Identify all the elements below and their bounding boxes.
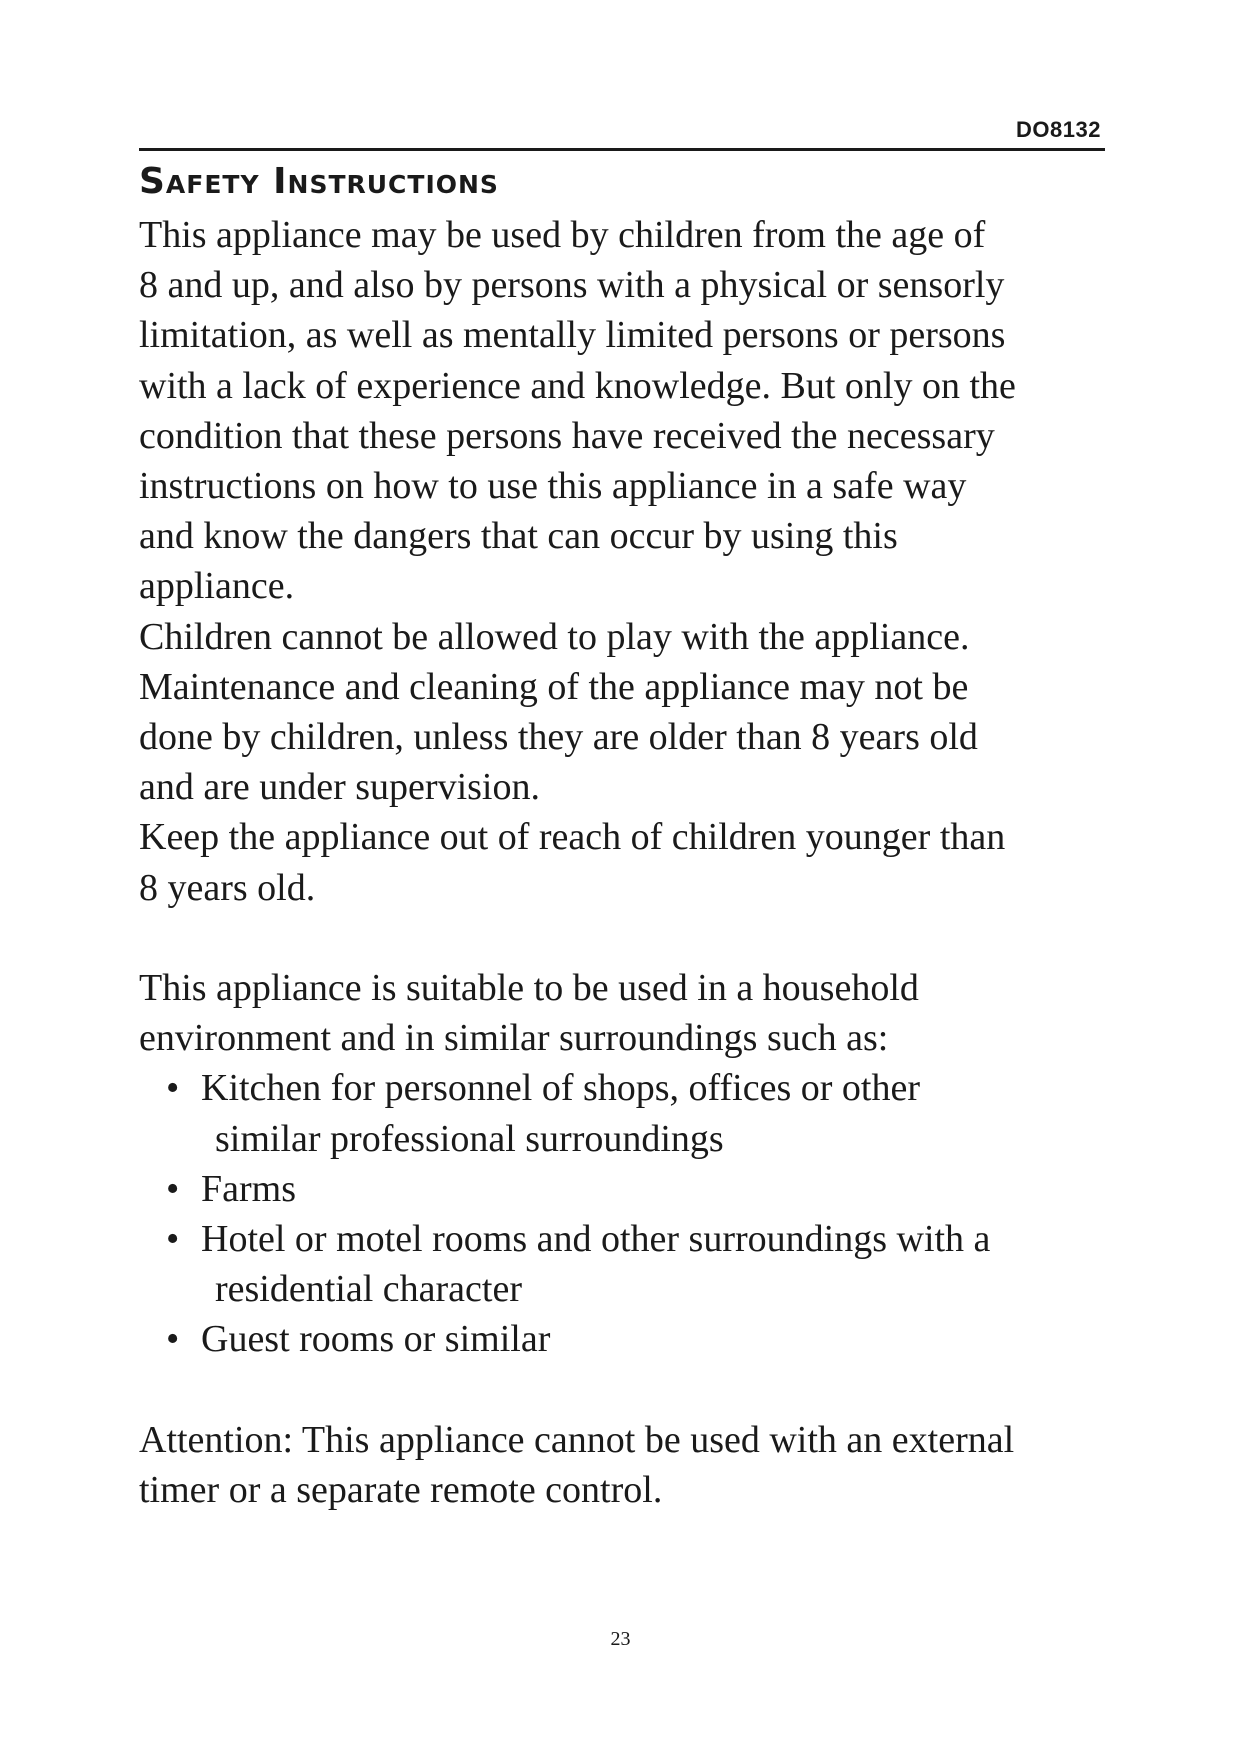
bullet-icon: • xyxy=(166,1067,180,1110)
list-item-text: Farms xyxy=(201,1167,296,1210)
text-line: done by children, unless they are older than 8 years old xyxy=(139,716,978,759)
list-item-text: Hotel or motel rooms and other surroundings with a xyxy=(201,1218,991,1261)
list-item-text: Guest rooms or similar xyxy=(201,1318,551,1361)
text-line: 8 years old. xyxy=(139,866,316,909)
paragraph-gap xyxy=(139,1365,1119,1415)
text-line: environment and in similar surroundings such as: xyxy=(139,1017,889,1060)
paragraph-keep-out-of-reach xyxy=(139,812,1119,912)
list-item xyxy=(139,1314,1119,1364)
list-item xyxy=(139,1214,1119,1314)
list-item-continuation: similar professional surroundings xyxy=(215,1117,724,1160)
text-line: and know the dangers that can occur by using this xyxy=(139,515,898,558)
text-line: This appliance may be used by children from the age of xyxy=(139,214,986,256)
list-item xyxy=(139,1063,1119,1163)
list-item-text: Kitchen for personnel of shops, offices or other xyxy=(201,1067,920,1110)
paragraph-maintenance xyxy=(139,662,1119,813)
text-line: Maintenance and cleaning of the appliance may not be xyxy=(139,665,969,708)
text-line: 8 and up, and also by persons with a physical or sensorly xyxy=(139,264,1005,307)
list-item-continuation: residential character xyxy=(215,1268,522,1311)
paragraph-attention xyxy=(139,1415,1119,1515)
model-code: DO8132 xyxy=(1016,117,1101,142)
bullet-list xyxy=(139,1063,1119,1364)
text-line: instructions on how to use this appliance in a safe way xyxy=(139,465,967,508)
paragraph-gap xyxy=(139,913,1119,963)
list-item xyxy=(139,1164,1119,1214)
text-line: appliance. xyxy=(139,565,295,608)
text-line: This appliance is suitable to be used in a household xyxy=(139,967,919,1010)
page-title: Safety Instructions xyxy=(139,161,499,202)
text-line: condition that these persons have received the necessary xyxy=(139,414,995,457)
text-line: and are under supervision. xyxy=(139,766,540,809)
bullet-icon: • xyxy=(166,1167,180,1210)
page-number: 23 xyxy=(610,1628,631,1650)
text-line: with a lack of experience and knowledge. But only on the xyxy=(139,364,1016,407)
text-line: Attention: This appliance cannot be used with an external xyxy=(139,1418,1015,1461)
paragraph-no-play xyxy=(139,612,1119,662)
header-rule xyxy=(139,148,1105,151)
paragraph-household-use xyxy=(139,963,1119,1063)
paragraph-age-restriction xyxy=(139,210,1119,612)
body-text xyxy=(139,210,1119,1515)
text-line: limitation, as well as mentally limited persons or persons xyxy=(139,314,1006,357)
bullet-icon: • xyxy=(166,1318,180,1361)
text-line: Children cannot be allowed to play with the appliance. xyxy=(139,615,970,658)
text-line: Keep the appliance out of reach of children younger than xyxy=(139,816,1006,859)
bullet-icon: • xyxy=(166,1218,180,1261)
text-line: timer or a separate remote control. xyxy=(139,1469,663,1512)
